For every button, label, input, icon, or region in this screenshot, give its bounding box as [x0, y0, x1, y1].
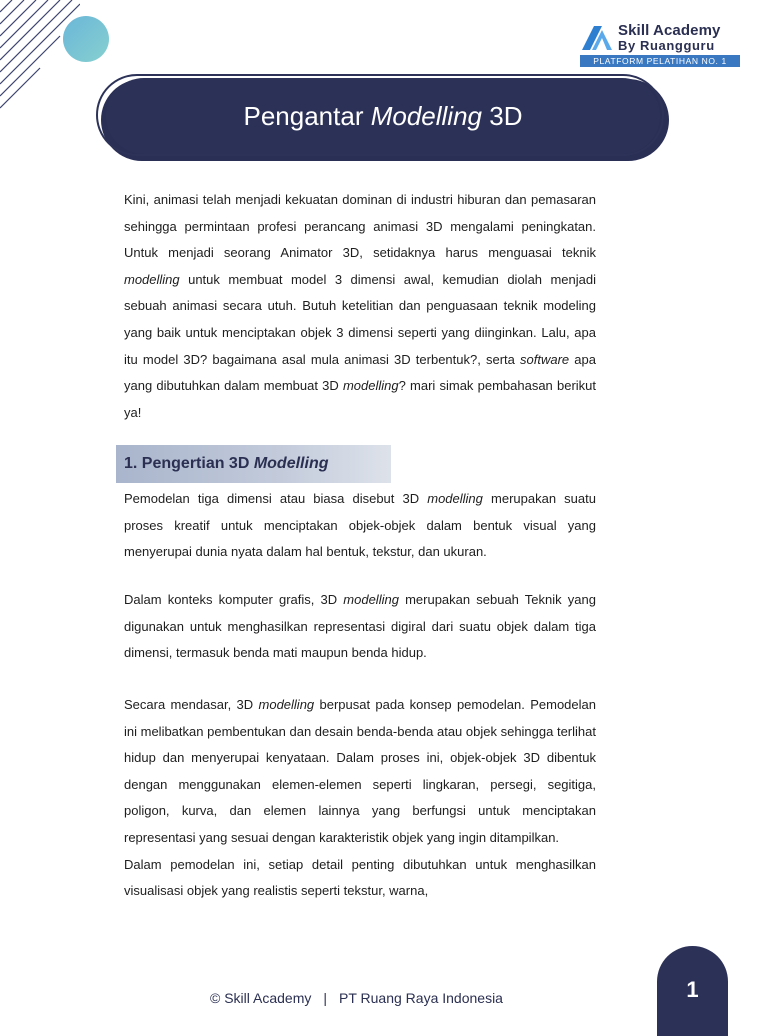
paragraph-computer-graphics: Dalam konteks komputer grafis, 3D modelling merupakan sebuah Teknik yang digunakan untuk menghasilkan representasi digiral dari suatu objek dalam tiga dimensi, termasuk benda mati maupun benda hidup.: [124, 592, 596, 661]
skill-academy-logo: [580, 22, 744, 70]
title-banner: [106, 78, 660, 154]
page-number: 1: [657, 946, 728, 1036]
footer-copyright: © Skill Academy: [210, 990, 312, 1006]
intro-paragraph: Kini, animasi telah menjadi kekuatan dominan di industri hiburan dan pemasaran sehingga permintaan profesi perancang animasi 3D mengalami peningkatan. Untuk menjadi seorang Animator 3D, setidaknya harus menguasai teknik modelling untuk membuat model 3 dimensi awal, kemudian diolah menjadi sebuah animasi secara utuh. Butuh ketelitian dan penguasaan teknik modeling yang baik untuk menciptakan objek 3 dimensi seperti yang diinginkan. Lalu, apa itu model 3D? bagaimana asal mula animasi 3D terbentuk?, serta software apa yang dibutuhkan dalam membuat 3D modelling? mari simak pembahasan berikut ya!: [124, 192, 596, 420]
logo-subtitle: By Ruangguru: [618, 38, 715, 53]
paragraph-definition: Pemodelan tiga dimensi atau biasa disebut 3D modelling merupakan suatu proses kreatif untuk menciptakan objek-objek dalam bentuk visual yang menyerupai dunia nyata dalam hal bentuk, tekstur, dan ukuran.: [124, 491, 596, 560]
paragraph-detail: Dalam pemodelan ini, setiap detail penting dibutuhkan untuk menghasilkan visualisasi objek yang realistis seperti tekstur, warna,: [124, 856, 596, 899]
decorative-stripes: [0, 0, 80, 110]
decorative-circle: [63, 16, 109, 62]
logo-title: Skill Academy: [618, 22, 721, 39]
logo-tagline: PLATFORM PELATIHAN NO. 1: [580, 55, 740, 67]
section-heading-bar: [116, 445, 391, 483]
footer-separator: |: [323, 990, 327, 1006]
footer-company: PT Ruang Raya Indonesia: [339, 990, 503, 1006]
page-title: Pengantar Modelling 3D: [243, 100, 523, 131]
section-heading: 1. Pengertian 3D Modelling: [124, 455, 329, 472]
footer: [210, 990, 503, 1006]
skill-academy-logo-icon: [580, 24, 614, 52]
paragraph-fundamentals: Secara mendasar, 3D modelling berpusat pada konsep pemodelan. Pemodelan ini melibatkan pembentukan dan desain benda-benda atau objek sehingga terlihat hidup dan menyerupai kenyataan. Dalam proses ini, objek-objek 3D dibentuk dengan menggunakan elemen-elemen seperti lingkaran, persegi, segitiga, poligon, kurva, dan elemen lainnya yang berfungsi untuk menciptakan representasi yang sesuai dengan karakteristik objek yang ingin ditampilkan. Dalam pemodelan ini, setiap detail penting dibutuhkan untuk menghasilkan visualisasi objek yang realistis seperti tekstur, warna,: [124, 692, 596, 905]
